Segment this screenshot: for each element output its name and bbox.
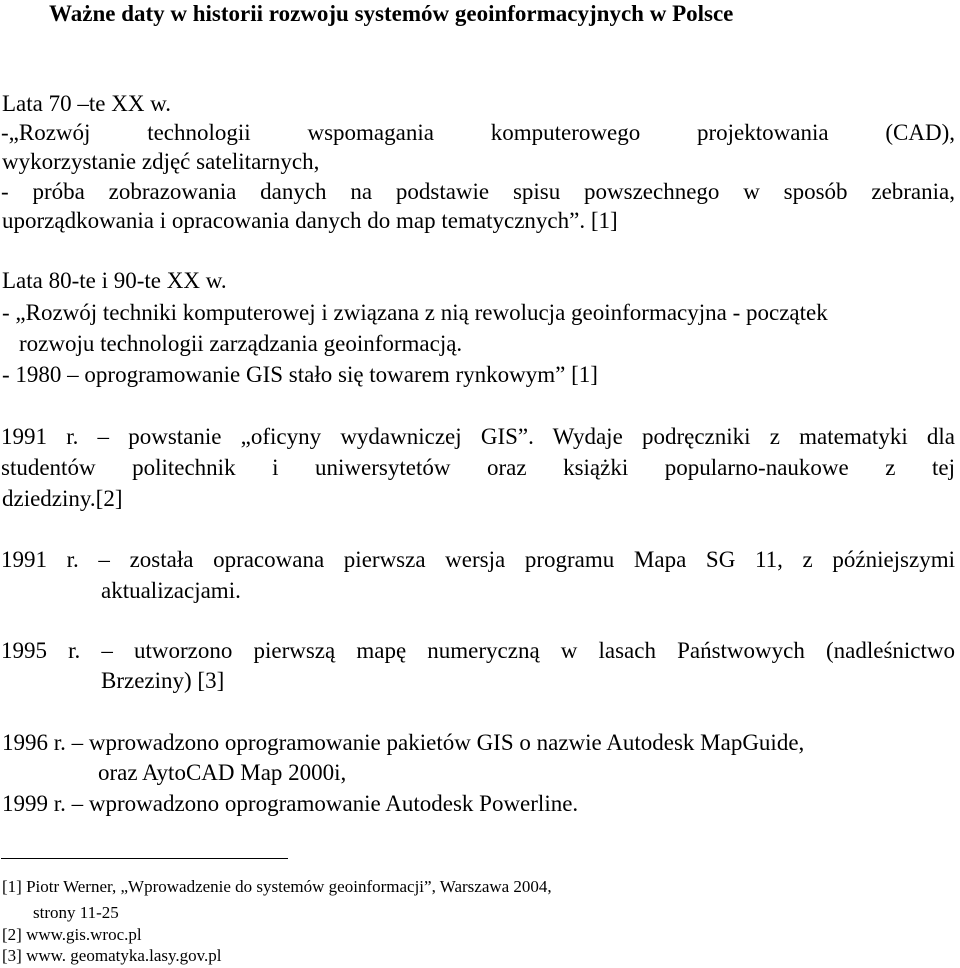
section-80s-line-1: - „Rozwój techniki komputerowej i związana z nią rewolucja geoinformacyjna - początek [2,300,828,325]
event-1991-mapasg-line-1: 1991 r. – została opracowana pierwsza wersja programu Mapa SG 11, z późniejszymi [1,547,955,572]
event-1999-line-1: 1999 r. – wprowadzono oprogramowanie Autodesk Powerline. [2,791,579,816]
event-1996-line-1: 1996 r. – wprowadzono oprogramowanie pakietów GIS o nazwie Autodesk MapGuide, [2,730,805,755]
event-1991-gis-line-3: dziedziny.[2] [2,486,123,511]
footnote-1-line-1: [1] Piotr Werner, „Wprowadzenie do systemów geoinformacji”, Warszawa 2004, [2,877,552,896]
page-title: Ważne daty w historii rozwoju systemów geoinformacyjnych w Polsce [49,1,734,26]
footnote-divider [1,858,288,859]
section-80s-line-2: rozwoju technologii zarządzania geoinformacją. [19,331,463,356]
footnote-2: [2] www.gis.wroc.pl [2,925,142,944]
event-1991-gis-line-2: studentów politechnik i uniwersytetów oraz książki popularno-naukowe z tej [1,455,955,480]
event-1991-gis-line-1: 1991 r. – powstanie „oficyny wydawniczej GIS”. Wydaje podręczniki z matematyki dla [1,424,955,449]
event-1995-line-1: 1995 r. – utworzono pierwszą mapę numeryczną w lasach Państwowych (nadleśnictwo [1,638,955,663]
section-heading-70s: Lata 70 –te XX w. [2,91,172,116]
section-70s-line-3: - próba zobrazowania danych na podstawie spisu powszechnego w sposób zebrania, [1,179,955,204]
event-1996-line-2: oraz AytoCAD Map 2000i, [98,760,347,785]
footnote-1-line-2: strony 11-25 [33,903,119,922]
section-70s-line-1: -„Rozwój technologii wspomagania komputerowego projektowania (CAD), [1,120,955,145]
section-70s-line-2: wykorzystanie zdjęć satelitarnych, [2,149,320,174]
event-1995-line-2: Brzeziny) [3] [101,668,225,693]
section-heading-80s-90s: Lata 80-te i 90-te XX w. [2,268,227,293]
section-80s-line-3: - 1980 – oprogramowanie GIS stało się towarem rynkowym” [1] [2,362,598,387]
section-70s-line-4: uporządkowania i opracowania danych do map tematycznych”. [1] [2,208,618,233]
footnote-3: [3] www. geomatyka.lasy.gov.pl [2,946,222,965]
event-1991-mapasg-line-2: aktualizacjami. [101,578,241,603]
